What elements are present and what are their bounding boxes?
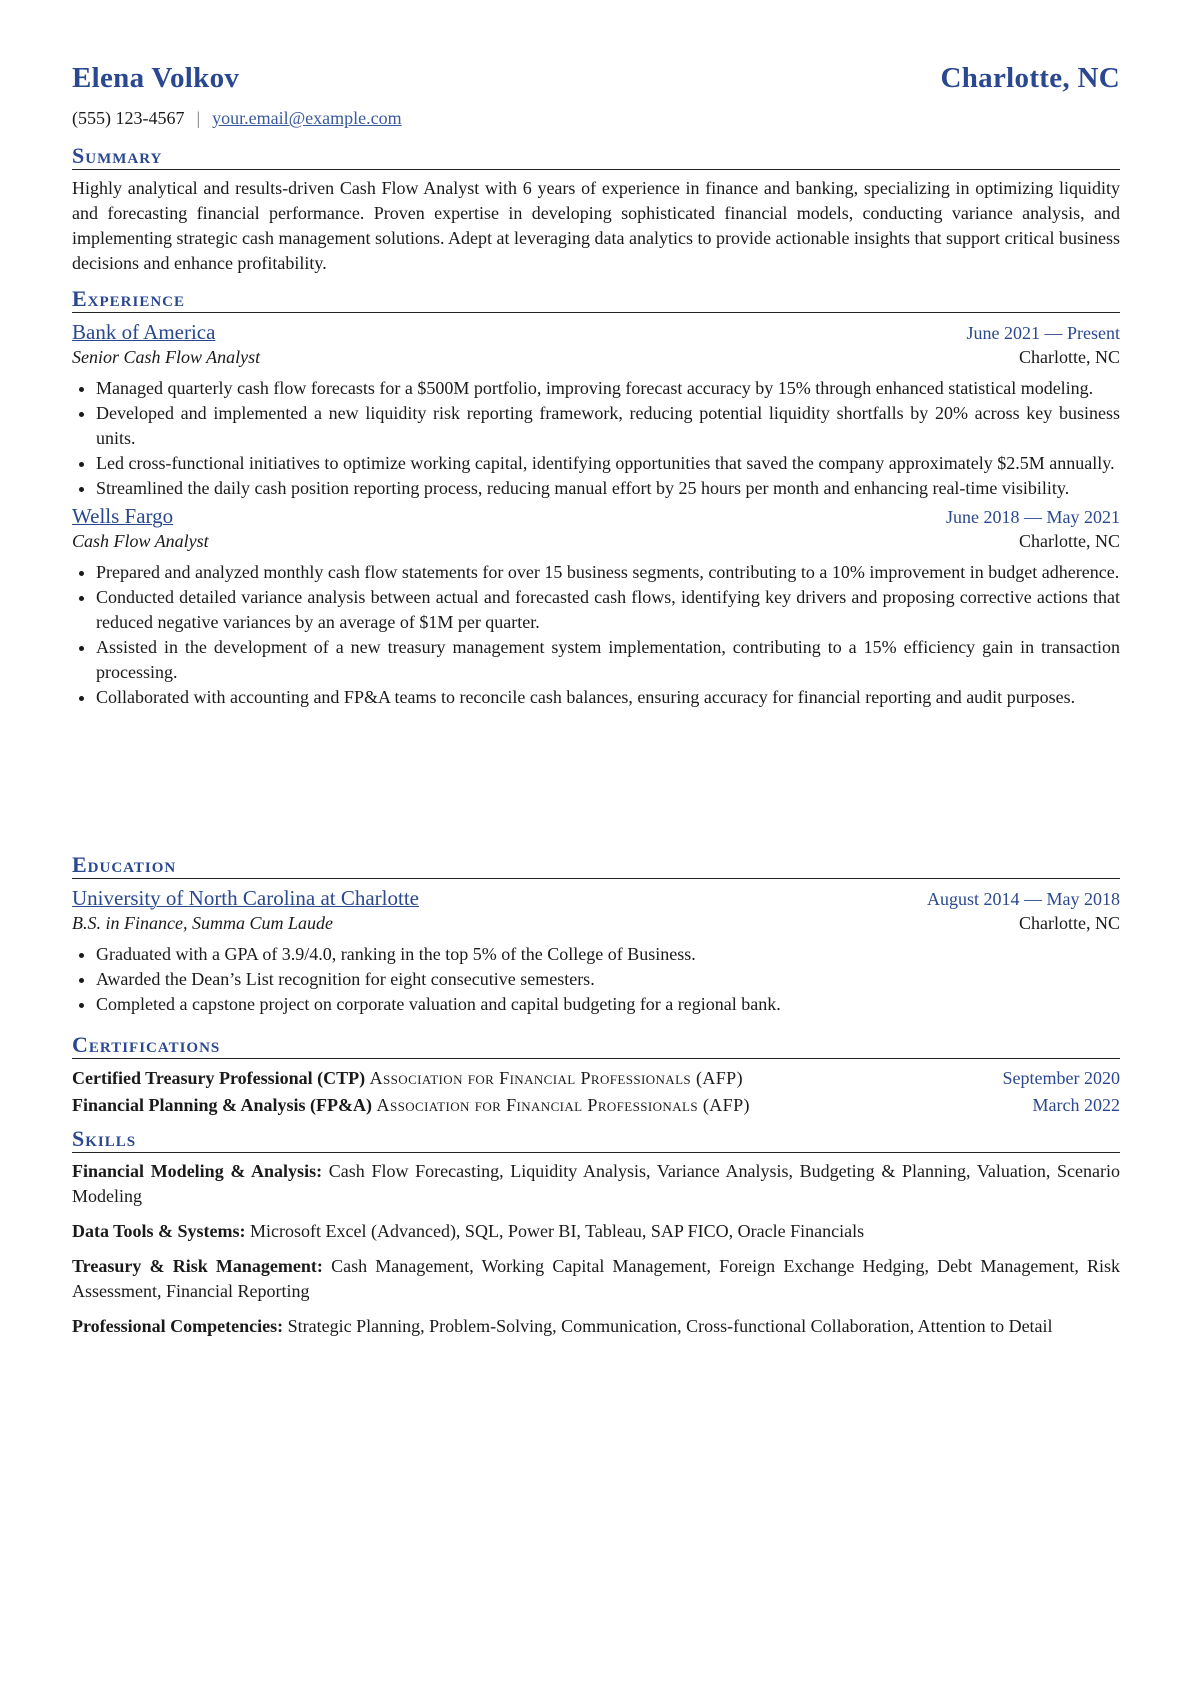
- bullet-item: • Awarded the Dean’s List recognition for eight consecutive semesters.: [96, 967, 1120, 992]
- section-title-education: Education: [72, 852, 1120, 879]
- education-entry: [72, 886, 1120, 1017]
- school-link[interactable]: University of North Carolina at Charlotte: [72, 886, 420, 910]
- job-dates: June 2018 — May 2021: [946, 507, 1120, 527]
- contact-separator: |: [196, 108, 201, 128]
- summary-text: Highly analytical and results-driven Cash Flow Analyst with 6 years of experience in finance and banking, specializing in optimizing liquidity and forecasting financial performance. Proven expertise in developing sophisticated financial models, conducting variance analysis, and implementing strategic cash management solutions. Adept at leveraging data analytics to provide actionable insights that support critical business decisions and enhance profitability.: [72, 178, 1120, 273]
- job-entry: [72, 504, 1120, 710]
- degree: B.S. in Finance, Summa Cum Laude: [72, 913, 333, 933]
- skill-label: Treasury & Risk Management:: [72, 1256, 323, 1276]
- job-location: Charlotte, NC: [1019, 531, 1120, 551]
- bullet-item: • Collaborated with accounting and FP&A teams to reconcile cash balances, ensuring accuracy for financial reporting and audit purposes.: [96, 685, 1120, 710]
- skill-group: [72, 1219, 1120, 1244]
- job-dates: June 2021 — Present: [966, 323, 1120, 343]
- candidate-name: Elena Volkov: [72, 62, 240, 94]
- section-title-skills: Skills: [72, 1126, 1120, 1153]
- cert-name: Certified Treasury Professional (CTP): [72, 1068, 366, 1088]
- skill-label: Data Tools & Systems:: [72, 1221, 246, 1241]
- bullet-item: • Streamlined the daily cash position reporting process, reducing manual effort by 25 hours per month and enhancing real-time visibility.: [96, 476, 1120, 501]
- contact-line: [72, 108, 402, 129]
- bullet-item: • Assisted in the development of a new treasury management system implementation, contributing to a 15% efficiency gain in transaction processing.: [96, 635, 1120, 685]
- job-role: Cash Flow Analyst: [72, 531, 209, 551]
- certification-item: [72, 1065, 1120, 1092]
- phone-number: (555) 123-4567: [72, 108, 185, 128]
- cert-org: Association for Financial Professionals (AFP): [376, 1095, 750, 1115]
- skills-section: [72, 1126, 1120, 1339]
- education-bullets: [72, 942, 1120, 1017]
- certification-item: [72, 1092, 1120, 1119]
- skill-label: Professional Competencies:: [72, 1316, 284, 1336]
- bullet-item: • Led cross-functional initiatives to optimize working capital, identifying opportunities that saved the company approximately $2.5M annually.: [96, 451, 1120, 476]
- education-location: Charlotte, NC: [1019, 913, 1120, 933]
- skill-group: [72, 1314, 1120, 1339]
- job-entry: [72, 320, 1120, 501]
- skill-values: Microsoft Excel (Advanced), SQL, Power BI, Tableau, SAP FICO, Oracle Financials: [250, 1221, 865, 1241]
- skill-values: Cash Management, Working Capital Management, Foreign Exchange Hedging, Debt Management, Risk Assessment, Financial Reporting: [72, 1256, 1121, 1301]
- skill-label: Financial Modeling & Analysis:: [72, 1161, 323, 1181]
- company-link[interactable]: Wells Fargo: [72, 504, 174, 528]
- bullet-item: • Graduated with a GPA of 3.9/4.0, ranking in the top 5% of the College of Business.: [96, 942, 1120, 967]
- company-link[interactable]: Bank of America: [72, 320, 216, 344]
- cert-org: Association for Financial Professionals (AFP): [369, 1068, 743, 1088]
- skill-values: Strategic Planning, Problem-Solving, Communication, Cross-functional Collaboration, Attention to Detail: [287, 1316, 1053, 1336]
- bullet-item: • Managed quarterly cash flow forecasts for a $500M portfolio, improving forecast accuracy by 15% through enhanced statistical modeling.: [96, 376, 1120, 401]
- summary-section: [72, 143, 1120, 276]
- section-title-experience: Experience: [72, 286, 1120, 313]
- section-title-certifications: Certifications: [72, 1032, 1120, 1059]
- cert-date: September 2020: [1002, 1068, 1120, 1088]
- skill-group: [72, 1254, 1120, 1304]
- skill-values: Cash Flow Forecasting, Liquidity Analysis, Variance Analysis, Budgeting & Planning, Valuation, Scenario Modeling: [72, 1161, 1121, 1206]
- bullet-item: • Conducted detailed variance analysis between actual and forecasted cash flows, identifying key drivers and proposing corrective actions that reduced negative variances by an average of $1M per quarter.: [96, 585, 1120, 635]
- job-bullets: [72, 376, 1120, 501]
- cert-name: Financial Planning & Analysis (FP&A): [72, 1095, 373, 1115]
- bullet-item: • Developed and implemented a new liquidity risk reporting framework, reducing potential liquidity shortfalls by 20% across key business units.: [96, 401, 1120, 451]
- education-section: [72, 852, 1120, 1017]
- job-bullets: [72, 560, 1120, 710]
- bullet-item: • Prepared and analyzed monthly cash flow statements for over 15 business segments, contributing to a 10% improvement in budget adherence.: [96, 560, 1120, 585]
- section-title-summary: Summary: [72, 143, 1120, 170]
- cert-date: March 2022: [1032, 1095, 1120, 1115]
- experience-section: [72, 286, 1120, 710]
- header-location: Charlotte, NC: [940, 62, 1120, 94]
- job-location: Charlotte, NC: [1019, 347, 1120, 367]
- resume-header: [72, 62, 1120, 95]
- job-role: Senior Cash Flow Analyst: [72, 347, 261, 367]
- bullet-item: • Completed a capstone project on corporate valuation and capital budgeting for a regional bank.: [96, 992, 1120, 1017]
- education-dates: August 2014 — May 2018: [927, 889, 1120, 909]
- certifications-section: [72, 1032, 1120, 1119]
- skill-group: [72, 1159, 1120, 1209]
- email-link[interactable]: your.email@example.com: [212, 108, 402, 128]
